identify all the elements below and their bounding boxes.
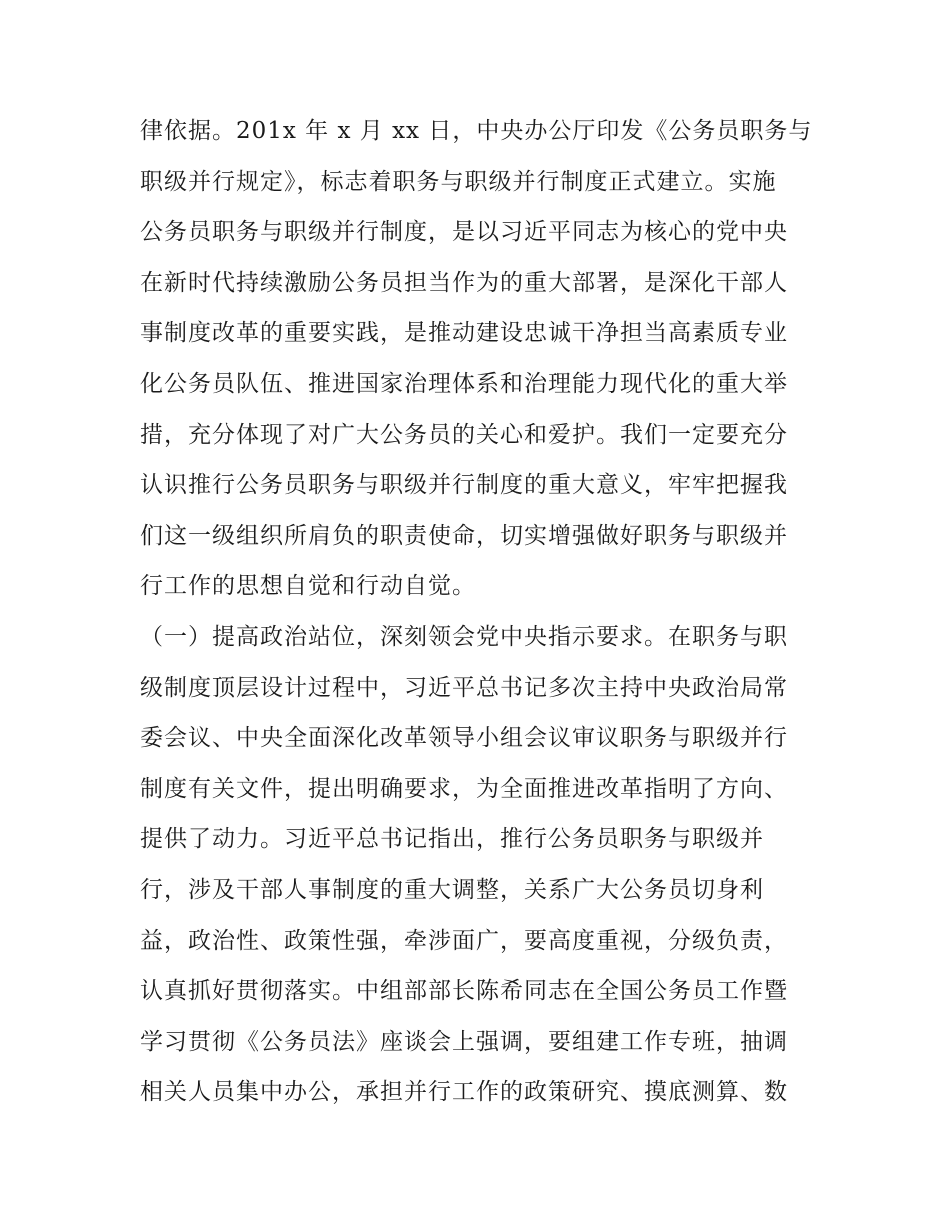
text-line: 行，涉及干部人事制度的重大调整，关系广大公务员切身利 — [140, 876, 764, 903]
text-line: 认真抓好贯彻落实。中组部部长陈希同志在全国公务员工作暨 — [140, 978, 788, 1005]
text-line: 事制度改革的重要实践，是推动建设忠诚干净担当高素质专业 — [140, 320, 788, 347]
text-line: 益，政治性、政策性强，牵涉面广，要高度重视，分级负责， — [140, 927, 788, 954]
text-line: 措，充分体现了对广大公务员的关心和爱护。我们一定要充分 — [140, 421, 788, 448]
text-line: 级制度顶层设计过程中，习近平总书记多次主持中央政治局常 — [140, 674, 788, 701]
text-line: 律依据。201x 年 x 月 xx 日，中央办公厅印发《公务员职务与 — [140, 118, 813, 144]
text-line: 制度有关文件，提出明确要求，为全面推进改革指明了方向、 — [140, 775, 788, 802]
text-line: 公务员职务与职级并行制度，是以习近平同志为核心的党中央 — [140, 219, 788, 246]
text-line: 相关人员集中办公，承担并行工作的政策研究、摸底测算、数 — [140, 1079, 788, 1106]
text-line: 在新时代持续激励公务员担当作为的重大部署，是深化干部人 — [140, 269, 788, 296]
text-line: 职级并行规定》，标志着职务与职级并行制度正式建立。实施 — [140, 168, 777, 195]
text-line: 学习贯彻《公务员法》座谈会上强调，要组建工作专班，抽调 — [140, 1028, 788, 1055]
text-line: 提供了动力。习近平总书记指出，推行公务员职务与职级并 — [140, 826, 764, 853]
text-line: 们这一级组织所肩负的职责使命，切实增强做好职务与职级并 — [140, 522, 788, 549]
text-line: 委会议、中央全面深化改革领导小组会议审议职务与职级并行 — [140, 725, 788, 752]
body-text — [140, 106, 820, 1118]
text-line: 认识推行公务员职务与职级并行制度的重大意义，牢牢把握我 — [140, 472, 788, 499]
section-heading-line: （一）提高政治站位，深刻领会党中央指示要求。在职务与职 — [140, 623, 788, 650]
text-line: 化公务员队伍、推进国家治理体系和治理能力现代化的重大举 — [140, 370, 788, 397]
text-line: 行工作的思想自觉和行动自觉。 — [140, 573, 476, 600]
